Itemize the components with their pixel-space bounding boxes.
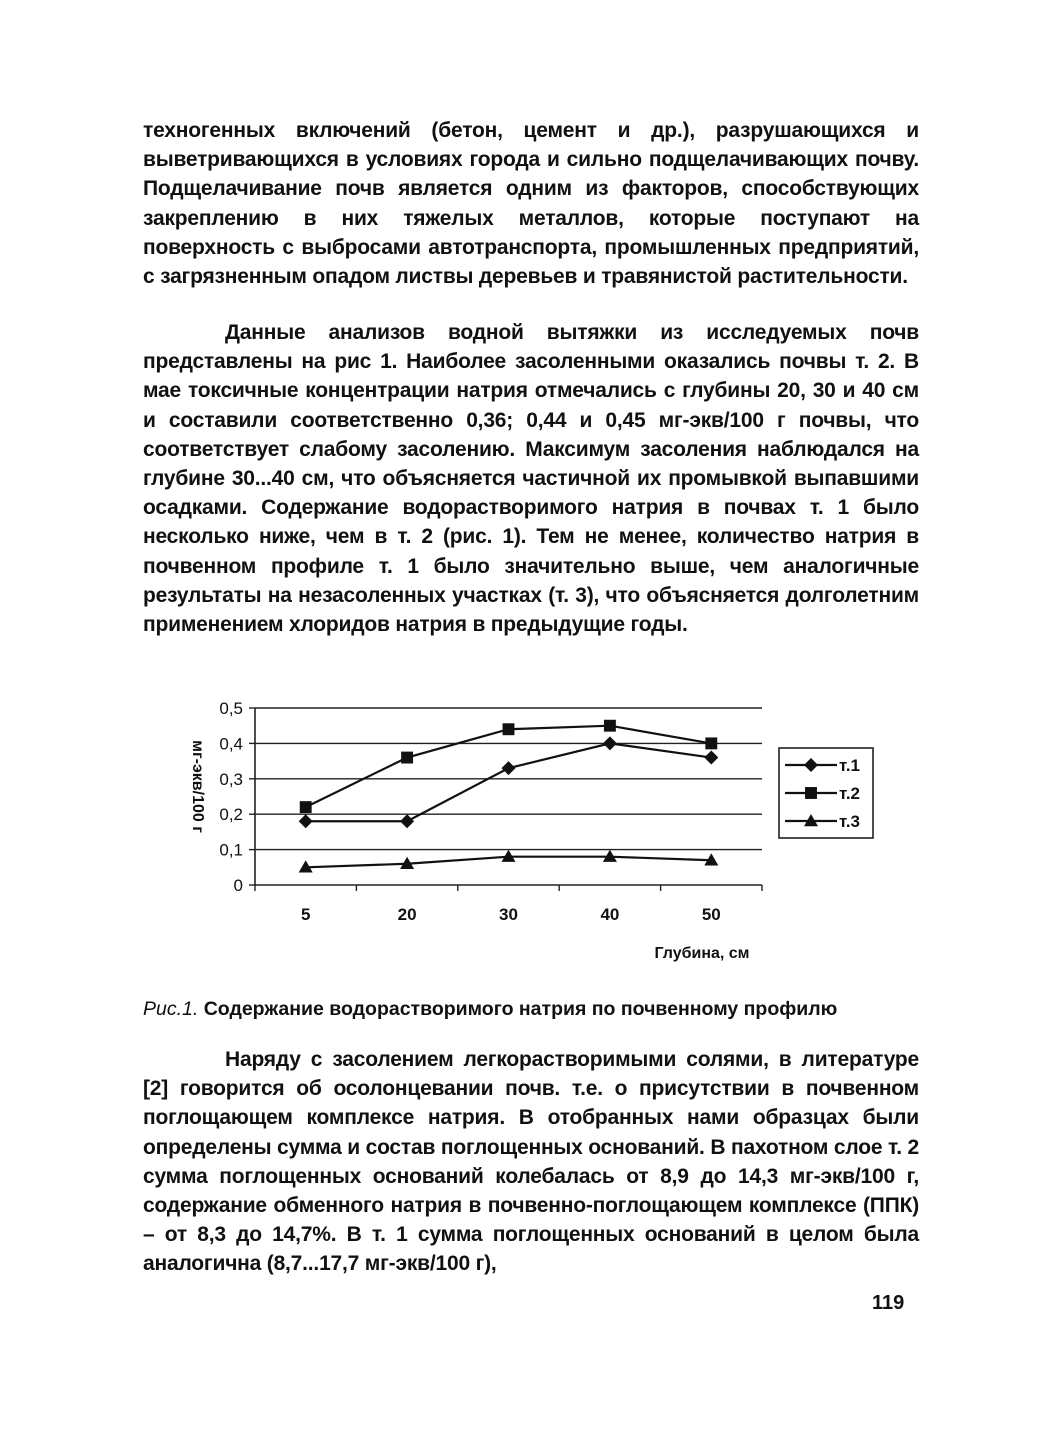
y-tick-label: 0,4	[219, 734, 243, 754]
paragraph-3-text: Наряду с засолением легкорастворимыми солями, в литературе [2] говорится об осолонцевании почв. т.е. о присутствии в почвенном поглощающем комплексе натрия. В отобранных нами образцах были определены сумма и состав поглощенных оснований. В пахотном слое т. 2 сумма поглощенных оснований колебалась от 8,9 до 14,3 мг-экв/100 г, содержание обменного натрия в почвенно-поглощающем комплексе (ППК) – от 8,3 до 14,7%. В т. 1 сумма поглощенных оснований в целом была аналогична (8,7...17,7 мг-экв/100 г),	[143, 1048, 919, 1276]
y-axis-title: мг-экв/100 г	[189, 740, 206, 833]
x-tick-label: 20	[397, 905, 417, 924]
data-point	[603, 736, 617, 750]
data-point	[705, 737, 717, 749]
paragraph-3	[143, 1045, 919, 1279]
legend-marker	[805, 787, 817, 799]
caption-label: Рис.1.	[143, 998, 199, 1020]
x-axis-title: Глубина, см	[654, 945, 750, 962]
page-number: 119	[872, 1292, 905, 1314]
legend-label: т.3	[839, 812, 861, 831]
series-line-1	[306, 743, 712, 821]
legend-label: т.2	[839, 784, 861, 803]
data-point	[502, 761, 516, 775]
chart	[150, 690, 910, 970]
data-point	[300, 801, 312, 813]
data-point	[299, 814, 313, 828]
paragraph-2-text: Данные анализов водной вытяжки из исследуемых почв представлены на рис 1. Наиболее засоленными оказались почвы т. 2. В мае токсичные концентрации натрия отмечались с глубины 20, 30 и 40 см и составили соответственно 0,36; 0,44 и 0,45 мг-экв/100 г почвы, что соответствует слабому засолению. Максимум засоления наблюдался на глубине 30...40 см, что объясняется частичной их промывкой выпавшими осадками. Содержание водорастворимого натрия в почвах т. 1 было несколько ниже, чем в т. 2 (рис. 1). Тем не менее, количество натрия в почвенном профиле т. 1 было значительно выше, чем аналогичные результаты на незасоленных участках (т. 3), что объясняется долголетним применением хлоридов натрия в предыдущие годы.	[143, 321, 919, 637]
y-tick-label: 0	[233, 876, 243, 895]
y-tick-label: 0,3	[219, 769, 243, 789]
paragraph-1: техногенных включений (бетон, цемент и др.), разрушающихся и выветривающихся в условиях города и сильно подщелачивающих почву. Подщелачивание почв является одним из факторов, способствующих закреплению в них тяжелых металлов, которые поступают на поверхность с выбросами автотранспорта, промышленных предприятий, с загрязненным опадом листвы деревьев и травянистой растительности.	[143, 119, 919, 289]
y-tick-label: 0,1	[219, 840, 243, 860]
y-tick-label: 0,5	[219, 699, 243, 718]
chart-svg	[150, 690, 910, 970]
legend-label: т.1	[839, 756, 861, 775]
y-tick-label: 0,2	[219, 805, 243, 825]
paragraph-2	[143, 318, 919, 639]
data-point	[400, 814, 414, 828]
data-point	[401, 752, 413, 764]
caption-text: Содержание водорастворимого натрия по почвенному профилю	[203, 998, 838, 1020]
data-point	[704, 751, 718, 765]
x-tick-label: 50	[701, 905, 721, 924]
x-tick-label: 40	[600, 905, 620, 924]
figure-caption	[143, 998, 919, 1021]
data-point	[604, 720, 616, 732]
x-tick-label: 5	[300, 905, 311, 924]
x-tick-label: 30	[499, 905, 518, 924]
data-point	[503, 723, 515, 735]
